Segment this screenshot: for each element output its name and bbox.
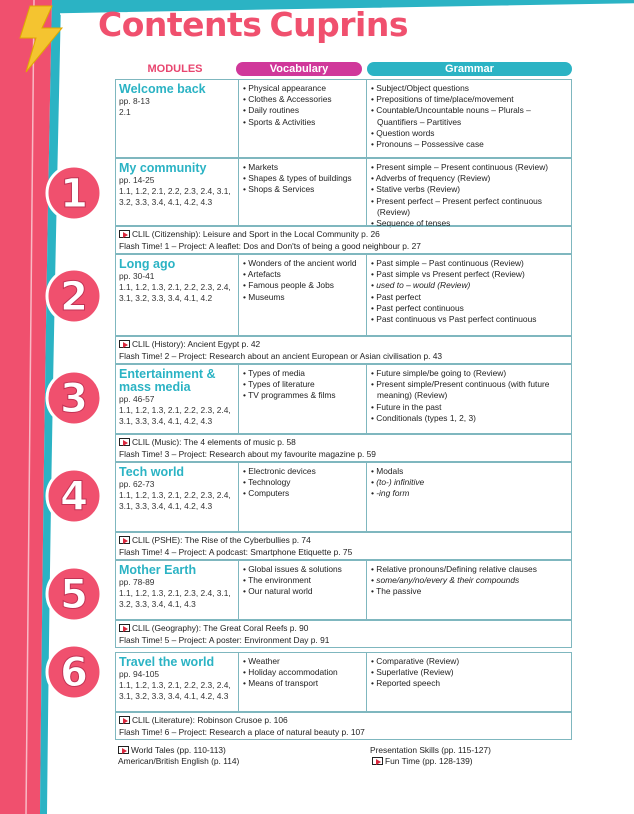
vocabulary-cell	[238, 80, 366, 157]
module-number-badge	[42, 464, 106, 528]
american-british-link[interactable]: American/British English (p. 114)	[118, 756, 240, 766]
svg-text:1: 1	[60, 171, 88, 217]
module-row-4	[115, 462, 572, 532]
list-item: • -ing form	[371, 488, 567, 499]
module-cell	[116, 255, 238, 335]
footer-left	[118, 745, 239, 767]
module-row-5	[115, 560, 572, 620]
svg-text:5: 5	[60, 572, 88, 618]
fun-time-link[interactable]: Fun Time (pp. 128-139)	[385, 756, 473, 766]
flash-time-text[interactable]: Flash Time! 1 – Project: A leaflet: Dos and Don'ts of being a good neighbour p. 27	[119, 240, 421, 251]
play-icon	[119, 340, 130, 348]
module-title[interactable]: Tech world	[119, 465, 185, 479]
module-pages: pp. 94-105	[119, 669, 160, 679]
module-pages: pp. 14-25	[119, 175, 155, 185]
list-item: • Shops & Services	[243, 184, 362, 195]
clil-text[interactable]: CLIL (History): Ancient Egypt p. 42	[132, 339, 261, 349]
module-cell	[116, 463, 238, 531]
play-icon	[119, 624, 130, 632]
list-item: • Pronouns – Possessive case	[371, 139, 567, 150]
module-refs: 1.1, 1.2, 2.1, 2.2, 2.3, 2.4, 3.1, 3.2, 3.3, 3.4, 4.1, 4.2, 4.3	[119, 186, 231, 207]
list-item: • Sports & Activities	[243, 117, 362, 128]
list-item: • Holiday accommodation	[243, 667, 362, 678]
lightning-bolt-icon	[12, 4, 70, 74]
list-item: • Electronic devices	[243, 466, 362, 477]
list-item: • Present simple – Present continuous (Review)	[371, 162, 567, 173]
list-item: • Future in the past	[371, 402, 567, 413]
module-refs: 2.1	[119, 107, 131, 117]
module-number-badge	[42, 562, 106, 626]
list-item: • Modals	[371, 466, 567, 477]
list-item: • Clothes & Accessories	[243, 94, 362, 105]
module-number-badge	[42, 161, 106, 225]
list-item: • Past simple – Past continuous (Review)	[371, 258, 567, 269]
list-item: • Technology	[243, 477, 362, 488]
footer-right	[370, 745, 491, 767]
list-item: • Superlative (Review)	[371, 667, 567, 678]
list-item: • Markets	[243, 162, 362, 173]
list-item: • Wonders of the ancient world	[243, 258, 362, 269]
grammar-cell	[366, 653, 571, 711]
module-cell	[116, 365, 238, 433]
clil-flash-row	[115, 712, 572, 740]
vocabulary-cell	[238, 561, 366, 619]
list-item: • used to – would (Review)	[371, 280, 567, 291]
list-item: • Daily routines	[243, 105, 362, 116]
list-item: • The passive	[371, 586, 567, 597]
clil-text[interactable]: CLIL (Music): The 4 elements of music p. 58	[132, 437, 296, 447]
play-icon	[372, 757, 383, 765]
svg-text:2: 2	[60, 274, 88, 320]
module-cell	[116, 80, 238, 157]
vocabulary-cell	[238, 365, 366, 433]
svg-text:6: 6	[60, 650, 88, 696]
play-icon	[119, 438, 130, 446]
flash-time-text[interactable]: Flash Time! 3 – Project: Research about my favourite magazine p. 59	[119, 448, 376, 459]
play-icon	[119, 536, 130, 544]
list-item: • some/any/no/every & their compounds	[371, 575, 567, 586]
list-item: • Present perfect – Present perfect continuous (Review)	[371, 196, 567, 218]
list-item: • Types of media	[243, 368, 362, 379]
clil-text[interactable]: CLIL (Geography): The Great Coral Reefs p. 90	[132, 623, 309, 633]
play-icon	[119, 230, 130, 238]
list-item: • Means of transport	[243, 678, 362, 689]
grammar-cell	[366, 463, 571, 531]
list-item: • Past continuous vs Past perfect continuous	[371, 314, 567, 325]
vocabulary-cell	[238, 463, 366, 531]
list-item: • Weather	[243, 656, 362, 667]
clil-flash-row	[115, 226, 572, 254]
list-item: • Artefacts	[243, 269, 362, 280]
module-refs: 1.1, 1.2, 1.3, 2.1, 2.2, 2.3, 2.4, 3.1, 3.3, 3.4, 4.1, 4.2, 4.3	[119, 490, 231, 511]
play-icon	[118, 746, 129, 754]
module-refs: 1.1, 1.2, 1.3, 2.1, 2.3, 2.4, 3.1, 3.2, 3.3, 3.4, 4.1, 4.3	[119, 588, 231, 609]
list-item: • Shapes & types of buildings	[243, 173, 362, 184]
grammar-cell	[366, 365, 571, 433]
list-item: • Relative pronouns/Defining relative clauses	[371, 564, 567, 575]
module-row-1	[115, 158, 572, 229]
presentation-skills-link[interactable]: Presentation Skills (pp. 115-127)	[370, 745, 491, 755]
clil-flash-row	[115, 532, 572, 560]
list-item: • Conditionals (types 1, 2, 3)	[371, 413, 567, 424]
module-row-6	[115, 652, 572, 712]
world-tales-link[interactable]: World Tales (pp. 110-113)	[131, 745, 226, 755]
module-cell	[116, 159, 238, 225]
list-item: • Museums	[243, 292, 362, 303]
list-item: • (to-) infinitive	[371, 477, 567, 488]
list-item: • Computers	[243, 488, 362, 499]
module-number-badge	[42, 640, 106, 704]
module-refs: 1.1, 1.2, 1.3, 2.1, 2.2, 2.3, 2.4, 3.1, 3.2, 3.3, 3.4, 4.1, 4.2	[119, 282, 231, 303]
title-word-contents: Contents	[98, 5, 262, 44]
module-pages: pp. 30-41	[119, 271, 155, 281]
vocabulary-cell	[238, 159, 366, 225]
module-pages: pp. 8-13	[119, 96, 150, 106]
list-item: • Past perfect continuous	[371, 303, 567, 314]
clil-flash-row	[115, 336, 572, 364]
list-item: • Future simple/be going to (Review)	[371, 368, 567, 379]
module-title[interactable]: Mother Earth	[119, 563, 197, 577]
vocabulary-cell	[238, 653, 366, 711]
grammar-cell	[366, 561, 571, 619]
module-pages: pp. 62-73	[119, 479, 155, 489]
module-title[interactable]: Entertainment & mass media	[119, 367, 216, 394]
module-pages: pp. 78-89	[119, 577, 155, 587]
svg-text:4: 4	[60, 474, 88, 520]
flash-time-text[interactable]: Flash Time! 6 – Project: Research a place of natural beauty p. 107	[119, 726, 365, 737]
svg-text:3: 3	[60, 376, 88, 422]
list-item: • Sequence of tenses	[371, 218, 567, 229]
module-row-3	[115, 364, 572, 434]
flash-time-text[interactable]: Flash Time! 2 – Project: Research about an ancient European or Asian civilisation p. 43	[119, 350, 443, 361]
flash-time-text[interactable]: Flash Time! 5 – Project: A poster: Environment Day p. 91	[119, 634, 330, 645]
list-item: • Physical appearance	[243, 83, 362, 94]
play-icon	[119, 716, 130, 724]
grammar-cell	[366, 80, 571, 157]
vocabulary-cell	[238, 255, 366, 335]
list-item: • Past simple vs Present perfect (Review)	[371, 269, 567, 280]
list-item: • Adverbs of frequency (Review)	[371, 173, 567, 184]
header-grammar: Grammar	[367, 62, 572, 76]
list-item: • The environment	[243, 575, 362, 586]
list-item: • Countable/Uncountable nouns – Plurals – Quantifiers – Partitives	[371, 105, 567, 127]
module-number-badge	[42, 366, 106, 430]
title-word-cuprins: Cuprins	[269, 5, 409, 44]
module-title[interactable]: Welcome back	[119, 82, 206, 96]
module-title[interactable]: Long ago	[119, 257, 176, 271]
clil-text[interactable]: CLIL (PSHE): The Rise of the Cyberbullies p. 74	[132, 535, 311, 545]
list-item: • Our natural world	[243, 586, 362, 597]
list-item: • Subject/Object questions	[371, 83, 567, 94]
module-cell	[116, 561, 238, 619]
list-item: • Prepositions of time/place/movement	[371, 94, 567, 105]
list-item: • Reported speech	[371, 678, 567, 689]
list-item: • Past perfect	[371, 292, 567, 303]
module-row-welcome-back	[115, 79, 572, 158]
list-item: • Global issues & solutions	[243, 564, 362, 575]
list-item: • Stative verbs (Review)	[371, 184, 567, 195]
clil-flash-row	[115, 620, 572, 648]
clil-text[interactable]: CLIL (Literature): Robinson Crusoe p. 106	[132, 715, 288, 725]
module-pages: pp. 46-57	[119, 394, 155, 404]
grammar-cell	[366, 255, 571, 335]
list-item: • TV programmes & films	[243, 390, 362, 401]
list-item: • Comparative (Review)	[371, 656, 567, 667]
grammar-cell	[366, 159, 571, 229]
list-item: • Question words	[371, 128, 567, 139]
clil-flash-row	[115, 434, 572, 462]
page-title	[98, 5, 408, 44]
header-vocabulary: Vocabulary	[236, 62, 362, 76]
list-item: • Types of literature	[243, 379, 362, 390]
list-item: • Present simple/Present continuous (with future meaning) (Review)	[371, 379, 567, 401]
module-refs: 1.1, 1.2, 1.3, 2.1, 2.2, 2.3, 2.4, 3.1, 3.3, 3.4, 4.1, 4.2, 4.3	[119, 405, 231, 426]
header-modules: MODULES	[147, 63, 203, 75]
module-refs: 1.1, 1.2, 1.3, 2.1, 2.2, 2.3, 2.4, 3.1, 3.2, 3.3, 3.4, 4.1, 4.2, 4.3	[119, 680, 231, 701]
module-cell	[116, 653, 238, 711]
module-title[interactable]: My community	[119, 161, 207, 175]
flash-time-text[interactable]: Flash Time! 4 – Project: A podcast: Smartphone Etiquette p. 75	[119, 546, 353, 557]
module-row-2	[115, 254, 572, 336]
clil-text[interactable]: CLIL (Citizenship): Leisure and Sport in the Local Community p. 26	[132, 229, 380, 239]
module-title[interactable]: Travel the world	[119, 655, 215, 669]
module-number-badge	[42, 264, 106, 328]
list-item: • Famous people & Jobs	[243, 280, 362, 291]
